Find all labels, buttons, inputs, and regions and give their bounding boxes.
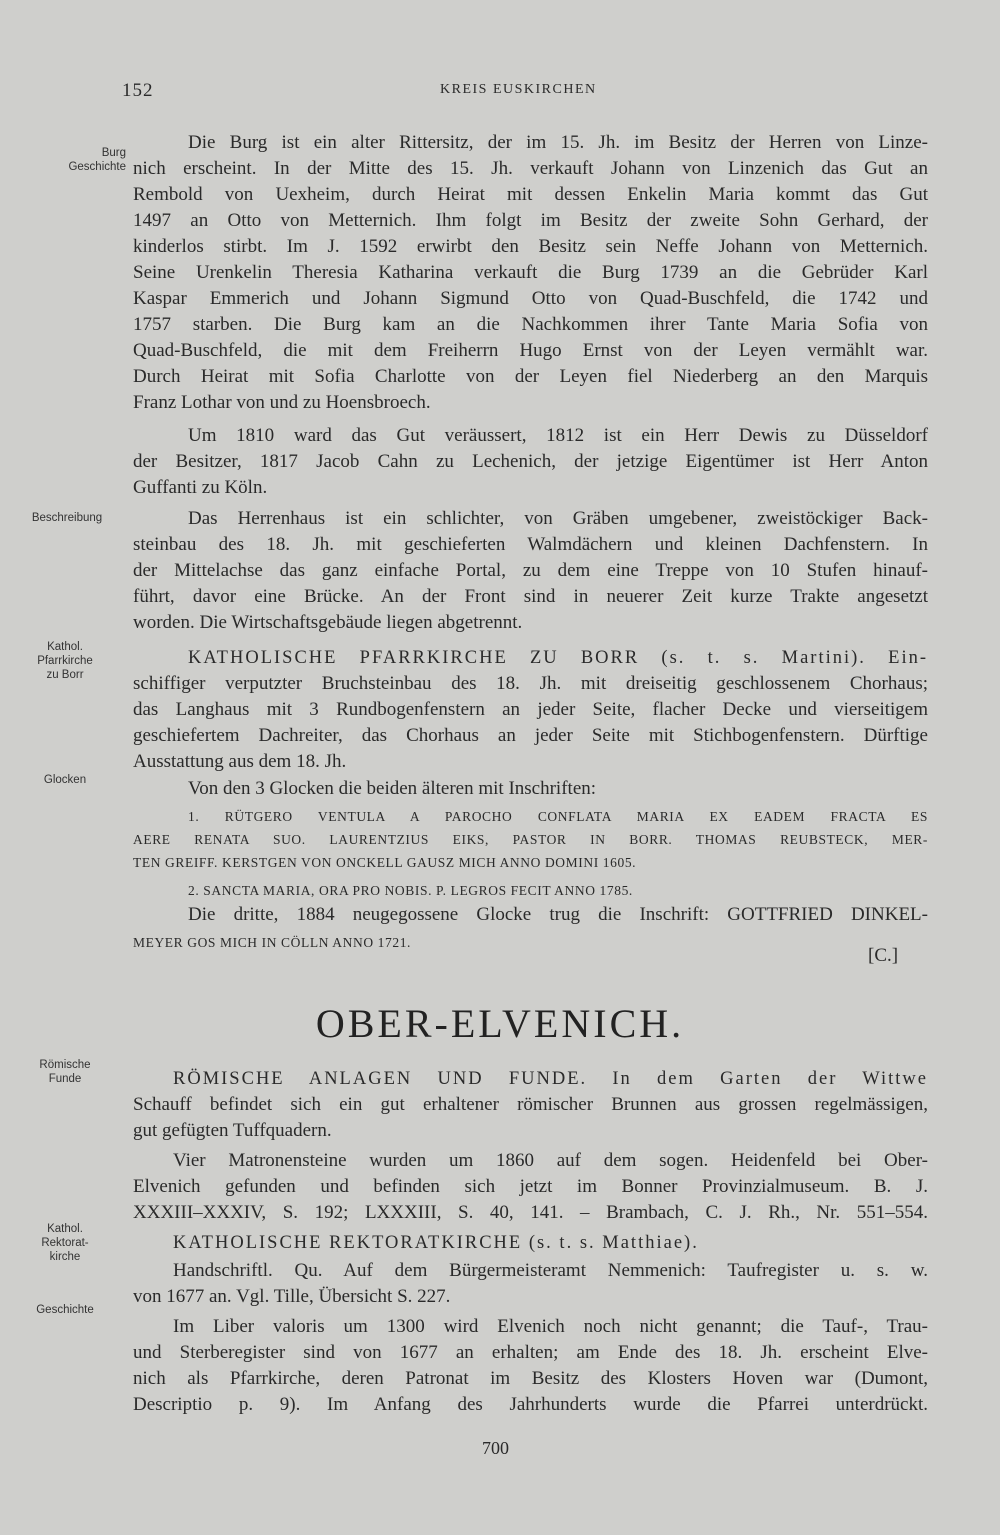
margin-note-geschichte: Geschichte xyxy=(36,1304,94,1316)
author-signature: [C.] xyxy=(868,945,899,966)
inscription-line: AERE RENATA SUO. LAURENTZIUS EIKS, PASTOR IN BORR. THOMAS REUBSTECK, MER- xyxy=(133,832,928,847)
text-line: Quad-Buschfeld, die mit dem Freiherrn Hugo Ernst von der Leyen vermählt war. xyxy=(133,340,928,361)
text-line: worden. Die Wirtschaftsgebäude liegen abgetrennt. xyxy=(133,612,523,633)
inscription-line: TEN GREIFF. KERSTGEN VON ONCKELL GAUSZ MICH ANNO DOMINI 1605. xyxy=(133,855,637,870)
text-line: und Sterberegister sind von 1677 an erhalten; am Ende des 18. Jh. erscheint Elve- xyxy=(133,1342,928,1363)
inscription-line: MEYER GOS MICH IN CÖLLN ANNO 1721. xyxy=(133,935,412,950)
text-line: Das Herrenhaus ist ein schlichter, von Gräben umgebener, zweistöckiger Back- xyxy=(188,508,928,529)
margin-note-roemische-funde: Römische Funde xyxy=(39,1059,91,1085)
margin-note-beschreibung: Beschreibung xyxy=(31,512,103,524)
text-line: Von den 3 Glocken die beiden älteren mit Inschriften: xyxy=(188,778,597,799)
heading-pfarrkirche-borr: KATHOLISCHE PFARRKIRCHE ZU BORR (s. t. s. Martini). Ein- xyxy=(188,648,928,668)
text-line: geschiefertem Dachreiter, das Chorhaus an jeder Seite mit Stichbogenfenstern. Dürftige xyxy=(133,725,928,746)
sheet-number: 700 xyxy=(482,1438,509,1458)
text-line: der Mittelachse das ganz einfache Portal, zu dem eine Treppe von 10 Stufen hinauf- xyxy=(133,560,928,581)
running-title: KREIS EUSKIRCHEN xyxy=(440,82,597,97)
text-line: Die Burg ist ein alter Rittersitz, der im 15. Jh. im Besitz der Herren von Linze- xyxy=(188,132,928,153)
heading-roemische-anlagen: RÖMISCHE ANLAGEN UND FUNDE. In dem Garten der Wittwe xyxy=(173,1069,928,1089)
text-line: Schauff befindet sich ein gut erhaltener römischer Brunnen aus grossen regelmässigen, xyxy=(133,1094,928,1115)
margin-note-burg: Burg Geschichte xyxy=(68,147,126,173)
text-line: von 1677 an. Vgl. Tille, Übersicht S. 227. xyxy=(133,1286,451,1307)
text-line: Durch Heirat mit Sofia Charlotte von der Leyen fiel Niederberg an den Marquis xyxy=(133,366,928,387)
inscription-line: 1. RÜTGERO VENTULA A PAROCHO CONFLATA MARIA EX EADEM FRACTA ES xyxy=(188,809,928,824)
text-line: Ausstattung aus dem 18. Jh. xyxy=(133,751,347,772)
text-line: 1497 an Otto von Metternich. Ihm folgt im Besitz der zweite Sohn Gerhard, der xyxy=(133,210,928,231)
text-line: kinderlos stirbt. Im J. 1592 erwirbt den Besitz sein Neffe Johann von Metternich. xyxy=(133,236,928,257)
text-line: steinbau des 18. Jh. mit geschieferten Walmdächern und kleinen Dachfenstern. In xyxy=(133,534,928,555)
text-line: schiffiger verputzter Bruchsteinbau des 18. Jh. mit dreiseitig geschlossenem Chorhaus; xyxy=(133,673,928,694)
text-line: gut gefügten Tuffquadern. xyxy=(133,1120,332,1141)
text-line: Elvenich gefunden und befinden sich jetzt im Bonner Provinzialmuseum. B. J. xyxy=(133,1176,928,1197)
margin-note-glocken: Glocken xyxy=(43,774,87,786)
text-line: Die dritte, 1884 neugegossene Glocke trug die Inschrift: GOTTFRIED DINKEL- xyxy=(188,904,928,925)
place-title: OBER-ELVENICH. xyxy=(315,1001,685,1046)
text-line: nich als Pfarrkirche, deren Patronat im Besitz des Klosters Hoven war (Dumont, xyxy=(133,1368,928,1389)
inscription-line: 2. SANCTA MARIA, ORA PRO NOBIS. P. LEGROS FECIT ANNO 1785. xyxy=(188,883,633,898)
text-line: Rembold von Uexheim, durch Heirat mit dessen Enkelin Maria kommt das Gut xyxy=(133,184,928,205)
text-line: der Besitzer, 1817 Jacob Cahn zu Lechenich, der jetzige Eigentümer ist Herr Anton xyxy=(133,451,928,472)
text-line: Seine Urenkelin Theresia Katharina verkauft die Burg 1739 an die Gebrüder Karl xyxy=(133,262,928,283)
text-line: Franz Lothar von und zu Hoensbroech. xyxy=(133,392,431,413)
text-line: Handschriftl. Qu. Auf dem Bürgermeisteramt Nemmenich: Taufregister u. s. w. xyxy=(173,1260,928,1281)
margin-note-rektoratkirche: Kathol. Rektorat- kirche xyxy=(41,1223,89,1263)
text-line: nich erscheint. In der Mitte des 15. Jh. verkauft Johann von Linzenich das Gut an xyxy=(133,158,928,179)
text-line: Guffanti zu Köln. xyxy=(133,477,268,498)
margin-note-pfarrkirche: Kathol. Pfarrkirche zu Borr xyxy=(37,641,93,681)
text-line: Um 1810 ward das Gut veräussert, 1812 ist ein Herr Dewis zu Düsseldorf xyxy=(188,425,928,446)
text-line: Descriptio p. 9). Im Anfang des Jahrhunderts wurde die Pfarrei unterdrückt. xyxy=(133,1394,928,1415)
text-line: XXXIII–XXXIV, S. 192; LXXXIII, S. 40, 141. – Brambach, C. J. Rh., Nr. 551–554. xyxy=(133,1202,928,1223)
text-line: Vier Matronensteine wurden um 1860 auf dem sogen. Heidenfeld bei Ober- xyxy=(173,1150,928,1171)
heading-rektoratkirche: KATHOLISCHE REKTORATKIRCHE (s. t. s. Matthiae). xyxy=(173,1233,699,1253)
text-line: das Langhaus mit 3 Rundbogenfenstern an jeder Seite, flacher Decke und vierseitigem xyxy=(133,699,928,720)
page-number: 152 xyxy=(122,80,154,101)
text-line: Im Liber valoris um 1300 wird Elvenich noch nicht genannt; die Tauf-, Trau- xyxy=(173,1316,928,1337)
text-line: 1757 starben. Die Burg kam an die Nachkommen ihrer Tante Maria Sofia von xyxy=(133,314,928,335)
text-line: Kaspar Emmerich und Johann Sigmund Otto von Quad-Buschfeld, die 1742 und xyxy=(133,288,928,309)
text-line: führt, davor eine Brücke. An der Front sind in neuerer Zeit kurze Trakte angesetzt xyxy=(133,586,928,607)
